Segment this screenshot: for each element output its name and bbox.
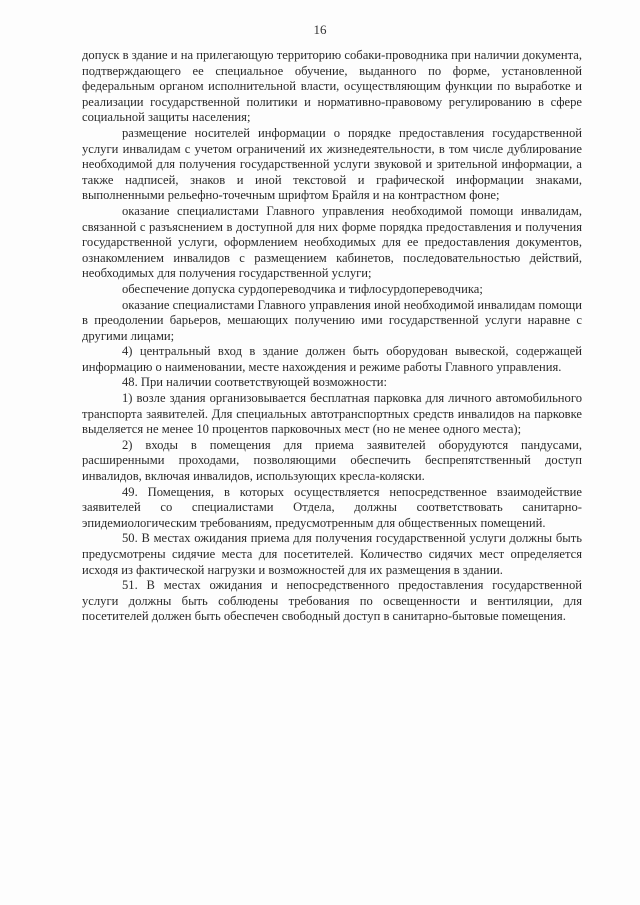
paragraph: 48. При наличии соответствующей возможности: — [122, 375, 388, 390]
paragraph: 50. В местах ожидания приема для получения государственной услуги должны быть предусмотрены сидячие места для посетителей. Количество сидячих мест определяется исходя из фактической нагрузки и возможностей для их размещения в здании. — [82, 531, 582, 577]
paragraph: допуск в здание и на прилегающую территорию собаки-проводника при наличии документа, подтверждающего ее специальное обучение, выданного по форме, установленной федеральным органом исполнительной власти, осуществляющим функции по выработке и реализации государственной политики и нормативно-правовому регулированию в сфере социальной защиты населения; — [82, 48, 582, 125]
paragraph: 4) центральный вход в здание должен быть оборудован вывеской, содержащей информацию о наименовании, месте нахождения и режиме работы Главного управления. — [82, 344, 582, 374]
paragraph: 2) входы в помещения для приема заявителей оборудуются пандусами, расширенными проходами, позволяющими обеспечить беспрепятственный доступ инвалидов, включая инвалидов, использующих кресла-коляски. — [82, 437, 582, 484]
paragraph: 51. В местах ожидания и непосредственного предоставления государственной услуги должны быть соблюдены требования по освещенности и вентиляции, для посетителей должен быть обеспечен свободный доступ в санитарно-бытовые помещения. — [82, 578, 582, 624]
document-body — [82, 48, 582, 625]
page-number: 16 — [313, 22, 327, 37]
paragraph: оказание специалистами Главного управления необходимой помощи инвалидам, связанной с разъяснением в доступной для них форме порядка предоставления и получения государственной услуги, оформлением необходимых для ее предоставления документов, ознакомлением инвалидов с размещением кабинетов, последовательностью действий, необходимых для получения государственной услуги; — [82, 203, 582, 281]
paragraph: 49. Помещения, в которых осуществляется непосредственное взаимодействие заявителей со специалистами Отдела, должны соответствовать санитарно-эпидемиологическим требованиям, предусмотренным для общественных помещений. — [82, 484, 582, 530]
paragraph: обеспечение допуска сурдопереводчика и тифлосурдопереводчика; — [122, 281, 483, 296]
paragraph: 1) возле здания организовывается бесплатная парковка для личного автомобильного транспорта заявителей. Для специальных автотранспортных средств инвалидов на парковке выделяется не менее 10 процентов парковочных мест (но не менее одного места); — [82, 391, 582, 437]
paragraph: оказание специалистами Главного управления иной необходимой инвалидам помощи в преодолении барьеров, мешающих получению ими государственной услуги наравне с другими лицами; — [82, 297, 582, 343]
paragraph: размещение носителей информации о порядке предоставления государственной услуги инвалидам с учетом ограничений их жизнедеятельности, в том числе дублирование необходимой для получения государственной услуги звуковой и зрительной информации, а также надписей, знаков и иной текстовой и графической информации знаками, выполненными рельефно-точечным шрифтом Брайля и на контрастном фоне; — [82, 125, 582, 203]
